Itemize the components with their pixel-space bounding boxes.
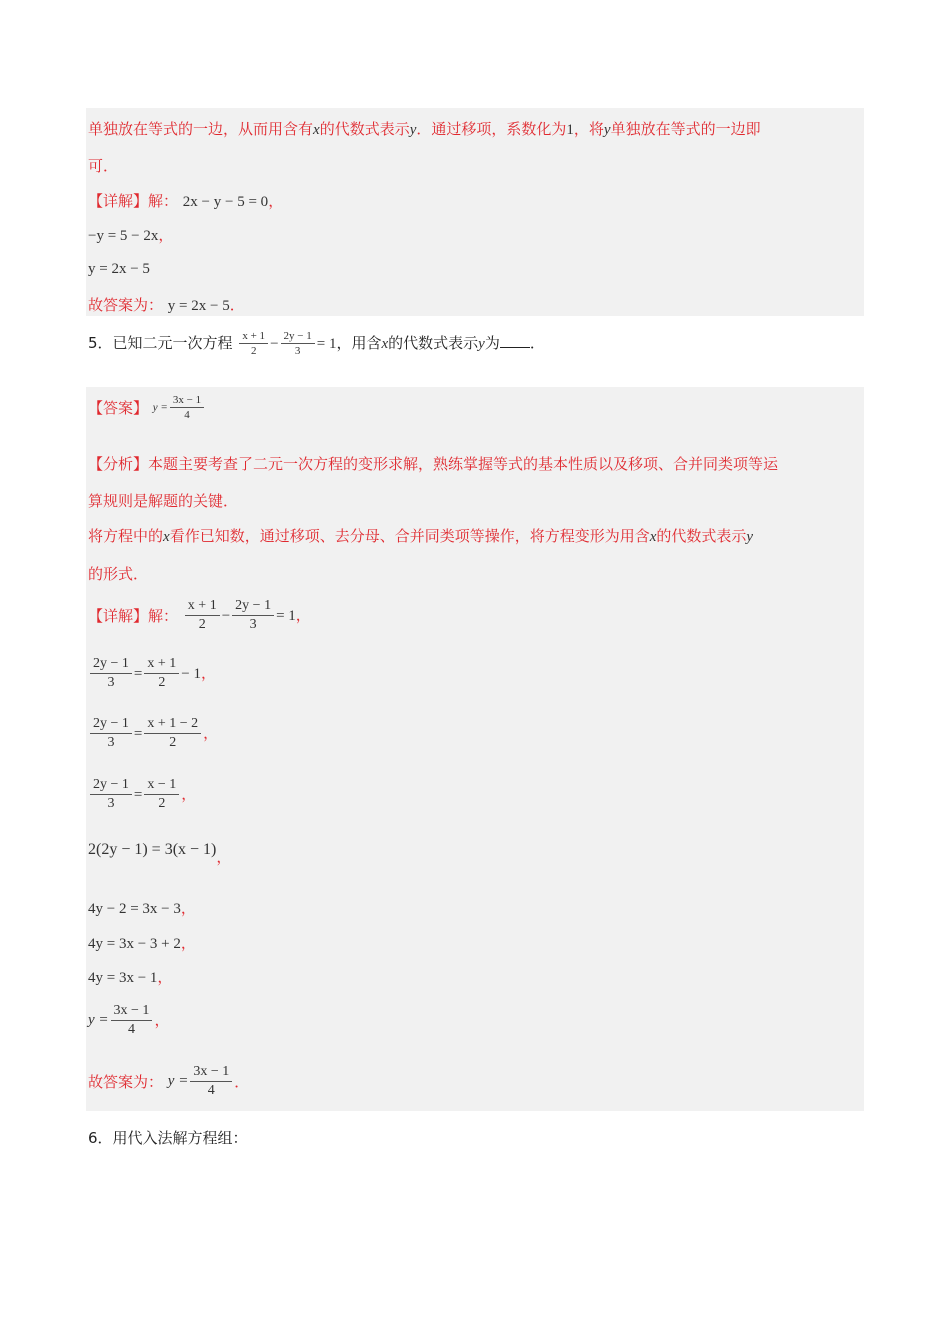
q5-analysis-line2: 算规则是解题的关键．: [88, 492, 239, 510]
q5-stem-frac2: $\frac{2y - 1}{3}$: [281, 330, 315, 357]
q5-step7: 4y = 3x − 3 + 2，: [88, 934, 196, 952]
q5-stem-frac1: $\frac{x + 1}{2}$: [239, 330, 268, 357]
q5-final-answer: 故答案为： y = $\frac{3x - 1}{4}$ ．: [88, 1064, 250, 1098]
q4-step2: −y = 5 − 2x: [88, 228, 159, 244]
q5-detail-step1: 【详解】解： $\frac{x + 1}{2}$ − $\frac{2y - 1}{3}$ = 1，: [88, 598, 311, 632]
q4-answer: y = 2x − 5: [167, 298, 230, 314]
q4-analysis-line1: 单独放在等式的一边，从而用含有x的代数式表示y．通过移项，系数化为1，将y单独放在等式的一边即: [88, 120, 761, 138]
q5-analysis-line1: 【分析】本题主要考查了二元一次方程的变形求解，熟练掌握等式的基本性质以及移项、合并同类项等运: [88, 455, 779, 473]
q5-step2: $\frac{2y - 1}{3}$ = $\frac{x + 1}{2}$ − 1，: [88, 656, 216, 691]
q5-answer-blank: [500, 335, 530, 348]
q5-step6: 4y − 2 = 3x − 3，: [88, 899, 196, 917]
q4-detail: 【详解】解： 2x − y − 5 = 0，: [88, 192, 284, 210]
q5-step5: 2(2y − 1) = 3(x − 1)，: [88, 841, 232, 866]
q4-step2-line: −y = 5 − 2x，: [88, 226, 174, 244]
q5-analysis-line3: 将方程中的x看作已知数，通过移项、去分母、合并同类项等操作，将方程变形为用含x的代数式表示y: [88, 527, 754, 545]
q5-answer-frac: $\frac{3x - 1}{4}$: [170, 394, 204, 421]
q5-step8: 4y = 3x − 1，: [88, 968, 173, 986]
q5-step4: $\frac{2y - 1}{3}$ = $\frac{x - 1}{2}$ ，: [88, 777, 196, 812]
q4-step3-line: [88, 259, 150, 278]
q4-step3: y = 2x − 5: [88, 261, 150, 277]
q4-step1: 2x − y − 5 = 0: [182, 194, 269, 210]
q5-step3: $\frac{2y - 1}{3}$ = $\frac{x + 1 - 2}{2}$ ，: [88, 716, 218, 751]
q4-analysis-line2: 可．: [88, 157, 119, 175]
q4-solution-block: [86, 108, 864, 316]
q5-answer-line: 【答案】 y = $\frac{3x - 1}{4}$: [88, 394, 206, 421]
q5-analysis-line4: 的形式．: [88, 565, 149, 583]
q5-stem: 5．已知二元一次方程 $\frac{x + 1}{2}$ − $\frac{2y - 1}{3}$ = 1，用含x的代数式表示y为 ．: [88, 330, 545, 357]
q6-stem: 6．用代入法解方程组：: [88, 1129, 248, 1147]
q4-answer-line: 故答案为： y = 2x − 5．: [88, 296, 245, 314]
q5-step9: y = $\frac{3x - 1}{4}$ ，: [88, 1003, 170, 1037]
